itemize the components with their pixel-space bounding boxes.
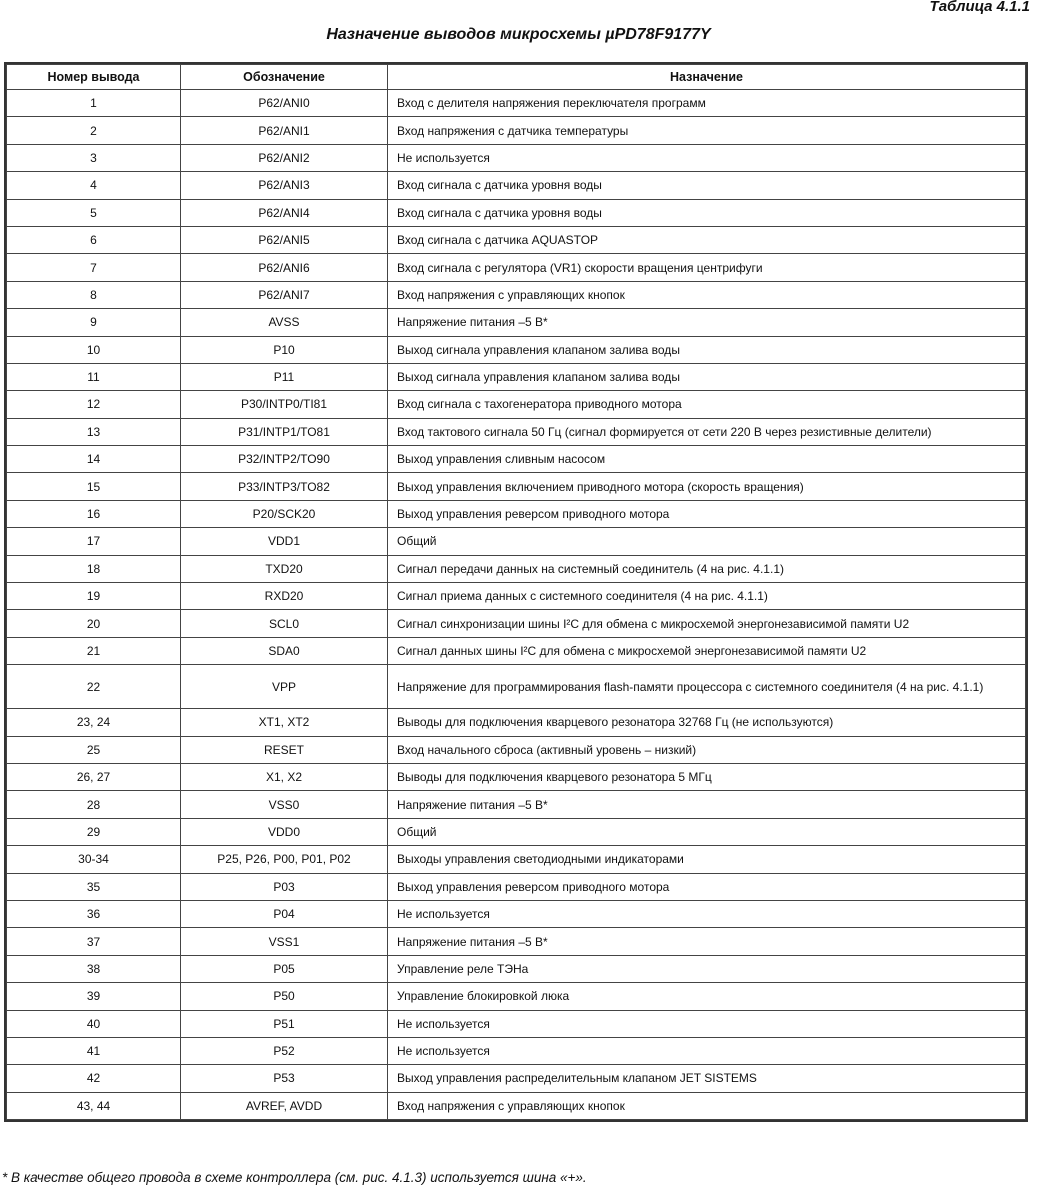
- purpose-cell: Напряжение для программирования flash-памяти процессора с системного соединителя (4 на рис. 4.1.1): [388, 665, 1026, 709]
- designation-cell: XT1, XT2: [181, 709, 388, 736]
- table-row: [7, 281, 1026, 308]
- pin-number-cell: 10: [7, 336, 181, 363]
- table-row: [7, 1010, 1026, 1037]
- table-body: [7, 90, 1026, 1120]
- pin-number-cell: 17: [7, 528, 181, 555]
- pin-number-cell: 36: [7, 900, 181, 927]
- pin-number-cell: 4: [7, 172, 181, 199]
- table-row: [7, 955, 1026, 982]
- purpose-cell: Вход с делителя напряжения переключателя программ: [388, 90, 1026, 117]
- designation-cell: P53: [181, 1065, 388, 1092]
- table-row: [7, 1092, 1026, 1119]
- designation-cell: VSS1: [181, 928, 388, 955]
- designation-cell: VPP: [181, 665, 388, 709]
- table-row: [7, 583, 1026, 610]
- purpose-cell: Не используется: [388, 1037, 1026, 1064]
- designation-cell: VDD1: [181, 528, 388, 555]
- table-row: [7, 500, 1026, 527]
- purpose-cell: Выходы управления светодиодными индикаторами: [388, 846, 1026, 873]
- purpose-cell: Вход напряжения с управляющих кнопок: [388, 1092, 1026, 1119]
- table-row: [7, 473, 1026, 500]
- purpose-cell: Сигнал передачи данных на системный соединитель (4 на рис. 4.1.1): [388, 555, 1026, 582]
- purpose-cell: Выход управления сливным насосом: [388, 446, 1026, 473]
- table-row: [7, 818, 1026, 845]
- table-row: [7, 309, 1026, 336]
- designation-cell: P30/INTP0/TI81: [181, 391, 388, 418]
- table-row: [7, 610, 1026, 637]
- designation-cell: P25, P26, P00, P01, P02: [181, 846, 388, 873]
- table-row: [7, 336, 1026, 363]
- purpose-cell: Выход сигнала управления клапаном залива воды: [388, 336, 1026, 363]
- purpose-cell: Напряжение питания –5 В*: [388, 928, 1026, 955]
- header-designation: Обозначение: [181, 65, 388, 90]
- designation-cell: P62/ANI4: [181, 199, 388, 226]
- table-row: [7, 983, 1026, 1010]
- pin-number-cell: 22: [7, 665, 181, 709]
- pin-number-cell: 37: [7, 928, 181, 955]
- designation-cell: P62/ANI0: [181, 90, 388, 117]
- table-row: [7, 900, 1026, 927]
- designation-cell: P62/ANI6: [181, 254, 388, 281]
- table-number-label: Таблица 4.1.1: [929, 0, 1030, 15]
- table-row: [7, 226, 1026, 253]
- pin-number-cell: 29: [7, 818, 181, 845]
- designation-cell: RESET: [181, 736, 388, 763]
- table-row: [7, 254, 1026, 281]
- purpose-cell: Выход управления реверсом приводного мотора: [388, 873, 1026, 900]
- pin-number-cell: 12: [7, 391, 181, 418]
- pin-number-cell: 15: [7, 473, 181, 500]
- purpose-cell: Общий: [388, 818, 1026, 845]
- table-row: [7, 637, 1026, 664]
- table-row: [7, 446, 1026, 473]
- purpose-cell: Выход управления включением приводного мотора (скорость вращения): [388, 473, 1026, 500]
- table-row: [7, 391, 1026, 418]
- table-row: [7, 846, 1026, 873]
- purpose-cell: Управление реле ТЭНа: [388, 955, 1026, 982]
- pin-number-cell: 9: [7, 309, 181, 336]
- footnote: * В качестве общего провода в схеме контроллера (см. рис. 4.1.3) используется шина «+».: [2, 1170, 587, 1185]
- table-row: [7, 199, 1026, 226]
- designation-cell: SCL0: [181, 610, 388, 637]
- purpose-cell: Не используется: [388, 1010, 1026, 1037]
- purpose-cell: Вход сигнала с датчика уровня воды: [388, 199, 1026, 226]
- table-row: [7, 555, 1026, 582]
- pin-number-cell: 20: [7, 610, 181, 637]
- table-row: [7, 363, 1026, 390]
- pin-number-cell: 41: [7, 1037, 181, 1064]
- pin-number-cell: 42: [7, 1065, 181, 1092]
- pinout-table: [6, 64, 1026, 1120]
- designation-cell: RXD20: [181, 583, 388, 610]
- pin-number-cell: 14: [7, 446, 181, 473]
- designation-cell: P03: [181, 873, 388, 900]
- pin-number-cell: 5: [7, 199, 181, 226]
- table-row: [7, 928, 1026, 955]
- designation-cell: TXD20: [181, 555, 388, 582]
- designation-cell: P62/ANI2: [181, 144, 388, 171]
- purpose-cell: Вход сигнала с датчика уровня воды: [388, 172, 1026, 199]
- purpose-cell: Вход напряжения с датчика температуры: [388, 117, 1026, 144]
- table-row: [7, 1065, 1026, 1092]
- purpose-cell: Вход сигнала с датчика AQUASTOP: [388, 226, 1026, 253]
- table-row: [7, 528, 1026, 555]
- table-row: [7, 736, 1026, 763]
- designation-cell: P62/ANI5: [181, 226, 388, 253]
- purpose-cell: Не используется: [388, 900, 1026, 927]
- pin-number-cell: 35: [7, 873, 181, 900]
- pin-number-cell: 16: [7, 500, 181, 527]
- table-caption: Назначение выводов микросхемы µPD78F9177Y: [326, 26, 711, 43]
- purpose-cell: Общий: [388, 528, 1026, 555]
- designation-cell: P62/ANI1: [181, 117, 388, 144]
- pin-number-cell: 2: [7, 117, 181, 144]
- designation-cell: P51: [181, 1010, 388, 1037]
- pin-number-cell: 26, 27: [7, 763, 181, 790]
- designation-cell: P62/ANI7: [181, 281, 388, 308]
- designation-cell: VDD0: [181, 818, 388, 845]
- purpose-cell: Выход сигнала управления клапаном залива воды: [388, 363, 1026, 390]
- table-row: [7, 1037, 1026, 1064]
- pin-number-cell: 21: [7, 637, 181, 664]
- purpose-cell: Напряжение питания –5 В*: [388, 309, 1026, 336]
- designation-cell: VSS0: [181, 791, 388, 818]
- table-row: [7, 763, 1026, 790]
- pin-number-cell: 3: [7, 144, 181, 171]
- purpose-cell: Сигнал приема данных с системного соединителя (4 на рис. 4.1.1): [388, 583, 1026, 610]
- table-row: [7, 172, 1026, 199]
- purpose-cell: Вход начального сброса (активный уровень – низкий): [388, 736, 1026, 763]
- pin-number-cell: 39: [7, 983, 181, 1010]
- table-row: [7, 418, 1026, 445]
- table-row: [7, 117, 1026, 144]
- purpose-cell: Сигнал синхронизации шины I²C для обмена с микросхемой энергонезависимой памяти U2: [388, 610, 1026, 637]
- purpose-cell: Выход управления реверсом приводного мотора: [388, 500, 1026, 527]
- designation-cell: P10: [181, 336, 388, 363]
- pin-number-cell: 11: [7, 363, 181, 390]
- purpose-cell: Выход управления распределительным клапаном JET SISTEMS: [388, 1065, 1026, 1092]
- designation-cell: X1, X2: [181, 763, 388, 790]
- table-row: [7, 665, 1026, 709]
- designation-cell: P11: [181, 363, 388, 390]
- purpose-cell: Вход тактового сигнала 50 Гц (сигнал формируется от сети 220 В через резистивные делители): [388, 418, 1026, 445]
- designation-cell: P52: [181, 1037, 388, 1064]
- pinout-table-wrapper: [4, 62, 1028, 1122]
- purpose-cell: Выводы для подключения кварцевого резонатора 32768 Гц (не используются): [388, 709, 1026, 736]
- pin-number-cell: 18: [7, 555, 181, 582]
- table-row: [7, 90, 1026, 117]
- pin-number-cell: 40: [7, 1010, 181, 1037]
- table-row: [7, 873, 1026, 900]
- designation-cell: AVREF, AVDD: [181, 1092, 388, 1119]
- pin-number-cell: 30-34: [7, 846, 181, 873]
- pin-number-cell: 13: [7, 418, 181, 445]
- header-pin-number: Номер вывода: [7, 65, 181, 90]
- purpose-cell: Вход сигнала с тахогенератора приводного мотора: [388, 391, 1026, 418]
- purpose-cell: Управление блокировкой люка: [388, 983, 1026, 1010]
- designation-cell: P50: [181, 983, 388, 1010]
- designation-cell: P31/INTP1/TO81: [181, 418, 388, 445]
- designation-cell: P20/SCK20: [181, 500, 388, 527]
- pin-number-cell: 7: [7, 254, 181, 281]
- pin-number-cell: 28: [7, 791, 181, 818]
- purpose-cell: Не используется: [388, 144, 1026, 171]
- purpose-cell: Сигнал данных шины I²C для обмена с микросхемой энергонезависимой памяти U2: [388, 637, 1026, 664]
- pin-number-cell: 38: [7, 955, 181, 982]
- pin-number-cell: 43, 44: [7, 1092, 181, 1119]
- header-purpose: Назначение: [388, 65, 1026, 90]
- pin-number-cell: 23, 24: [7, 709, 181, 736]
- designation-cell: P04: [181, 900, 388, 927]
- designation-cell: SDA0: [181, 637, 388, 664]
- designation-cell: P32/INTP2/TO90: [181, 446, 388, 473]
- table-row: [7, 709, 1026, 736]
- designation-cell: P33/INTP3/TO82: [181, 473, 388, 500]
- designation-cell: P05: [181, 955, 388, 982]
- designation-cell: AVSS: [181, 309, 388, 336]
- pin-number-cell: 19: [7, 583, 181, 610]
- purpose-cell: Выводы для подключения кварцевого резонатора 5 МГц: [388, 763, 1026, 790]
- designation-cell: P62/ANI3: [181, 172, 388, 199]
- table-row: [7, 791, 1026, 818]
- table-row: [7, 144, 1026, 171]
- pin-number-cell: 8: [7, 281, 181, 308]
- table-header-row: [7, 65, 1026, 90]
- pin-number-cell: 6: [7, 226, 181, 253]
- purpose-cell: Вход напряжения с управляющих кнопок: [388, 281, 1026, 308]
- purpose-cell: Вход сигнала с регулятора (VR1) скорости вращения центрифуги: [388, 254, 1026, 281]
- pin-number-cell: 25: [7, 736, 181, 763]
- purpose-cell: Напряжение питания –5 В*: [388, 791, 1026, 818]
- pin-number-cell: 1: [7, 90, 181, 117]
